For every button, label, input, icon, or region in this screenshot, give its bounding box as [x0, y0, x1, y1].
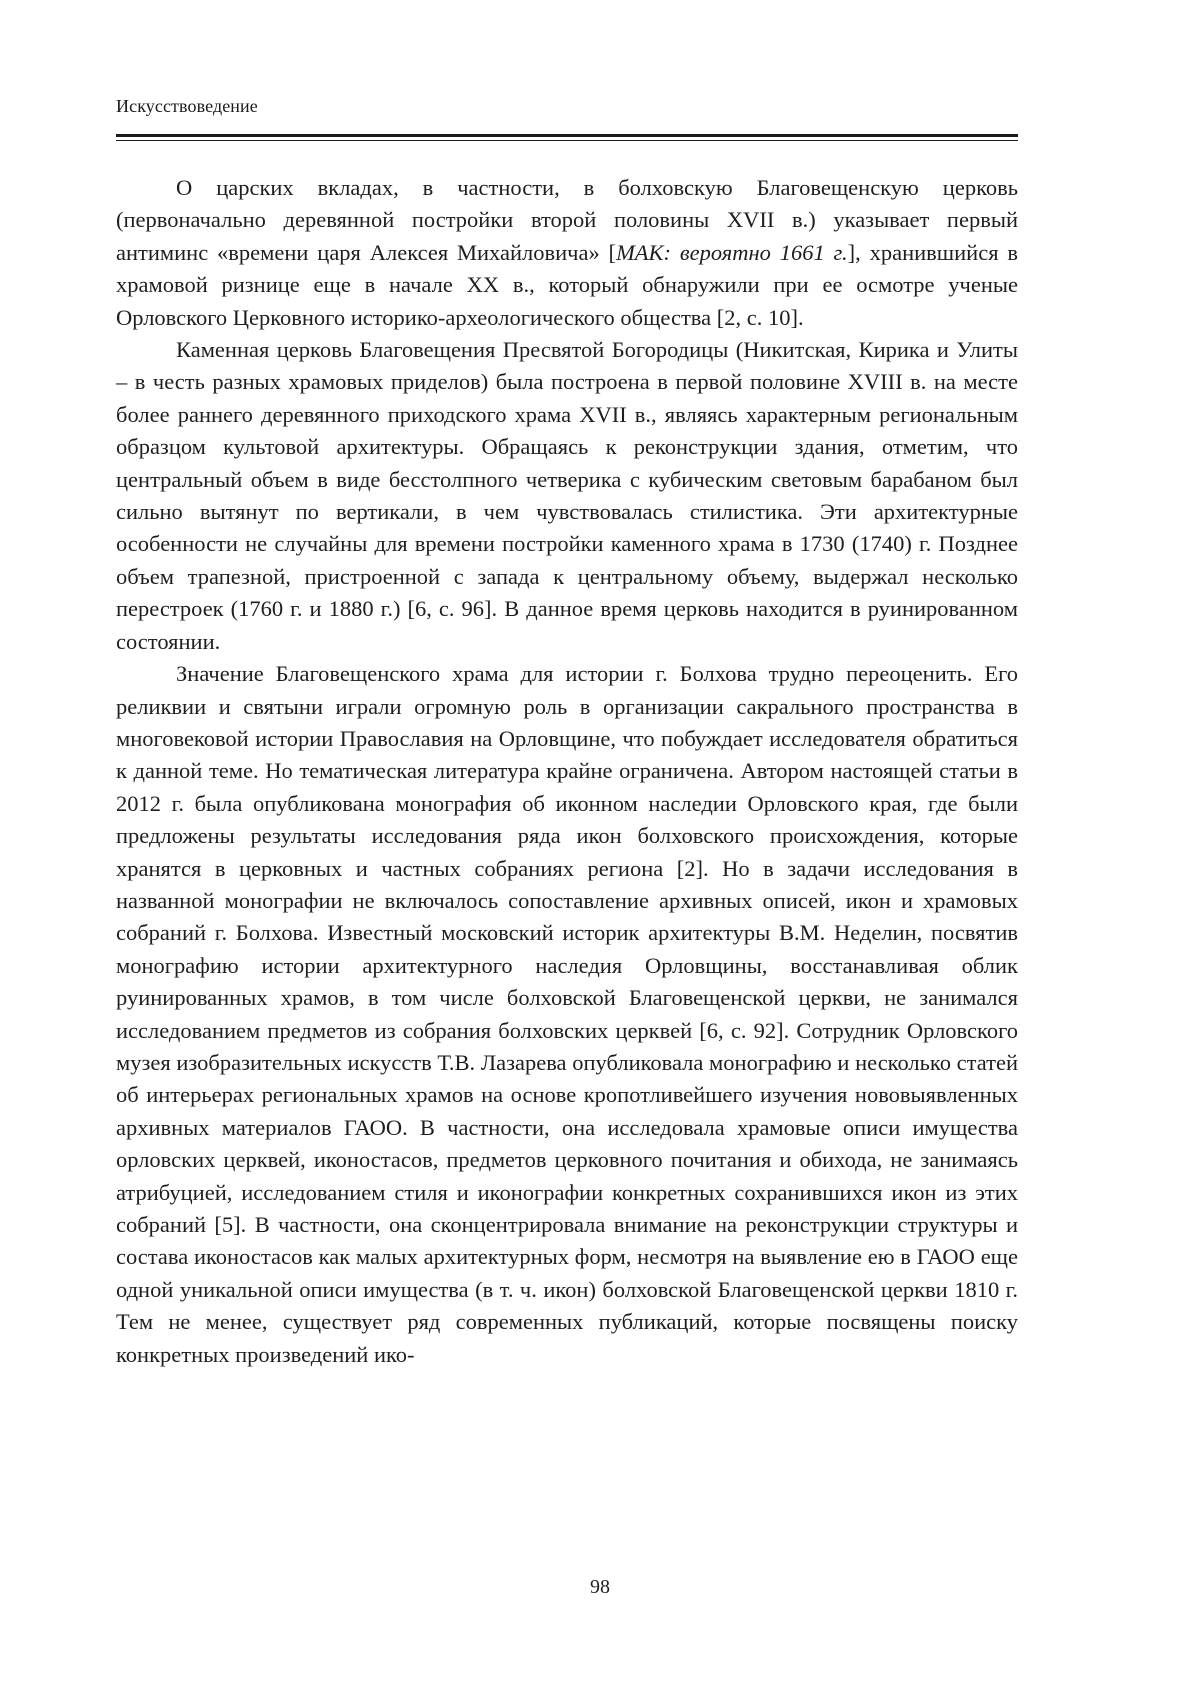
- header-rule-thin: [116, 140, 1018, 141]
- paragraph-2: Каменная церковь Благовещения Пресвятой Богородицы (Никитская, Кирика и Улиты – в честь разных храмовых приделов) была построена в первой половине XVIII в. на месте более раннего деревянного приходского храма XVII в., являясь характерным региональным образцом культовой архитектуры. Обращаясь к реконструкции здания, отметим, что центральный объем в виде бесстолпного четверика с кубическим световым барабаном был сильно вытянут по вертикали, в чем чувствовалась стилистика. Эти архитектурные особенности не случайны для времени постройки каменного храма в 1730 (1740) г. Позднее объем трапезной, пристроенной с запада к центральному объему, выдержал несколько перестроек (1760 г. и 1880 г.) [6, с. 96]. В данное время церковь находится в руинированном состоянии.: [116, 337, 1018, 654]
- header-rule-thick: [116, 134, 1018, 137]
- paragraph-1-italic-note: МАК: вероятно 1661 г.: [616, 239, 848, 265]
- paragraph-1: [116, 172, 1018, 334]
- page-number: 98: [590, 1576, 610, 1598]
- article-body: [116, 172, 1018, 1371]
- running-title: Искусствоведение: [116, 96, 258, 116]
- paragraph-1-text-start: О царских вкладах, в частности, в болховскую Благовещенскую церковь (первоначально деревянной постройки второй половины XVII в.) указывает первый антиминс «времени царя Алексея Михайловича» [: [116, 175, 1018, 265]
- paragraph-1-text-end: ], хранившийся в храмовой ризнице еще в начале XX в., который обнаружили при ее осмотре ученые Орловского Церковного историко-археологического общества [2, с. 10].: [116, 239, 1018, 330]
- paragraph-3: Значение Благовещенского храма для истории г. Болхова трудно переоценить. Его реликвии и святыни играли огромную роль в организации сакрального пространства в многовековой истории Православия на Орловщине, что побуждает исследователя обратиться к данной теме. Но тематическая литература крайне ограничена. Автором настоящей статьи в 2012 г. была опубликована монография об иконном наследии Орловского края, где были предложены результаты исследования ряда икон болховского происхождения, которые хранятся в церковных и частных собраниях региона [2]. Но в задачи исследования в названной монографии не включалось сопоставление архивных описей, икон и храмовых собраний г. Болхова. Известный московский историк архитектуры В.М. Неделин, посвятив монографию истории архитектурного наследия Орловщины, восстанавливая облик руинированных храмов, в том числе болховской Благовещенской церкви, не занимался исследованием предметов из собрания болховских церквей [6, с. 92]. Сотрудник Орловского музея изобразительных искусств Т.В. Лазарева опубликовала монографию и несколько статей об интерьерах региональных храмов на основе кропотливейшего изучения нововыявленных архивных материалов ГАОО. В частности, она исследовала храмовые описи имущества орловских церквей, иконостасов, предметов церковного почитания и обихода, не занимаясь атрибуцией, исследованием стиля и иконографии конкретных сохранившихся икон из этих собраний [5]. В частности, она сконцентрировала внимание на реконструкции структуры и состава иконостасов как малых архитектурных форм, несмотря на выявление ею в ГАОО еще одной уникальной описи имущества (в т. ч. икон) болховской Благовещенской церкви 1810 г. Тем не менее, существует ряд современных публикаций, которые посвящены поиску конкретных произведений ико-: [116, 661, 1018, 1367]
